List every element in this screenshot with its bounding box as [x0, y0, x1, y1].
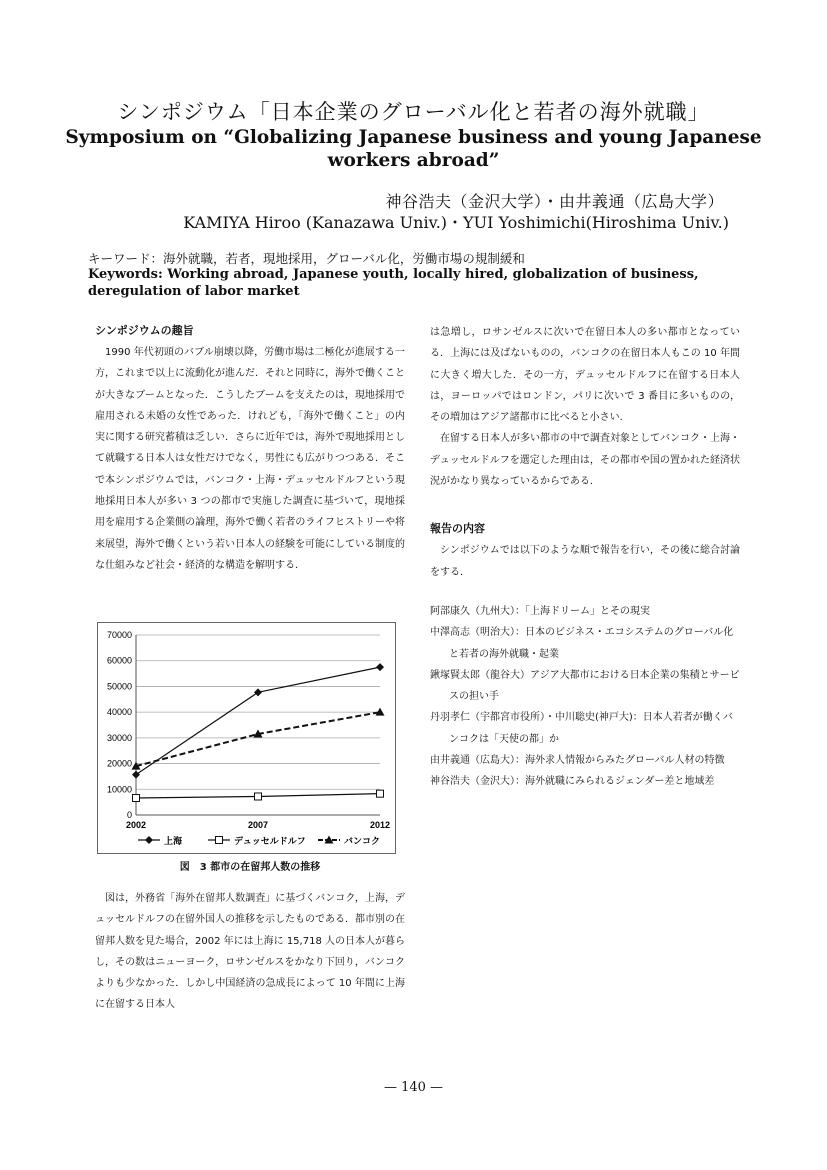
- right-paragraph-1: は急増し，ロサンゼルスに次いで在留日本人の多い都市となっている．上海には及ばないものの，バンコクの在留日本人もこの 10 年間に大きく増大した．その一方，デュッセルドルフに在留する日本人は，ヨーロッパではロンドン，パリに次いで 3 番目に多いものの，その増加はアジア諸都市に比べると小さい．: [430, 327, 740, 424]
- data-point: [133, 795, 140, 802]
- paper-title-en-line2: workers abroad”: [327, 150, 500, 171]
- y-tick-label: 0: [126, 810, 132, 820]
- authors-ja: 神谷浩夫（金沢大学）・由井義通（広島大学）: [385, 192, 724, 211]
- series-line: [136, 712, 380, 766]
- report-item: 神谷浩夫（金沢大）：海外就職にみられるジェンダー差と地域差: [430, 776, 715, 788]
- y-tick-label: 10000: [106, 784, 132, 795]
- series-line: [136, 667, 380, 774]
- data-point: [376, 708, 385, 716]
- purpose-paragraph: 1990 年代初頭のバブル崩壊以降，労働市場は二極化が進展する一方，これまで以上に流動化が進んだ．それと同時に，海外で働くことが大きなブームとなった．こうしたブームを支えたのは，現地採用で雇用される未婚の女性であった．けれども，「海外で働くこと」の内実に関する研究蓄積は乏しい．さらに近年では，海外で現地採用として就職する日本人は女性だけでなく，男性にも広がりつつある．そこで本シンポジウムでは，バンコク・上海・デュッセルドルフという現地採用日本人が多い 3 つの都市で実施した調査に基づいて，現地採用を雇用する企業側の論理，海外で働く若者のライフヒストリーや将来展望，海外で働くという若い日本人の経験を可能にしている制度的な仕組みなど社会・経済的な構造を解明する．: [95, 347, 405, 571]
- x-tick-label: 2007: [247, 820, 269, 830]
- y-tick-label: 70000: [106, 630, 132, 640]
- left-column: [95, 322, 405, 576]
- keywords-en: Keywords: Working abroad, Japanese youth, locally hired, globalization of business, deregulation of labor market: [88, 267, 699, 299]
- y-tick-label: 50000: [106, 681, 132, 692]
- page-number: — 140 —: [383, 1080, 444, 1095]
- authors-en: KAMIYA Hiroo (Kanazawa Univ.)・YUI Yoshimichi(Hiroshima Univ.): [183, 213, 729, 232]
- right-column: [430, 322, 740, 793]
- y-tick-label: 60000: [106, 655, 132, 666]
- report-item: 阿部康久（九州大）：「上海ドリーム」とその現実: [430, 605, 650, 617]
- section-title-purpose: シンポジウムの趣旨: [95, 324, 194, 337]
- keywords-ja: キーワード：海外就職，若者，現地採用，グローバル化，労働市場の規制緩和: [88, 251, 525, 266]
- legend-label: バンコク: [344, 837, 381, 847]
- data-point: [255, 793, 262, 800]
- legend-marker: [216, 837, 223, 844]
- x-tick-label: 2002: [125, 820, 147, 830]
- right-paragraph-2: 在留する日本人が多い都市の中で調査対象としてバンコク・上海・デュッセルドルフを選定した理由は，その都市や国の置かれた経済状況がかなり異なっているからである．: [430, 433, 740, 488]
- data-point: [377, 790, 384, 797]
- legend-label: 上海: [164, 837, 183, 847]
- chart-frame: [97, 622, 396, 854]
- figure-caption: 図 3 都市の在留邦人数の推移: [179, 862, 321, 873]
- figure-description-paragraph: 図は，外務省「海外在留邦人数調査」に基づくバンコク，上海，デュッセルドルフの在留外国人の推移を示したものである．都市別の在留邦人数を見た場合，2002 年には上海に 15,718 人の日本人が暮らし，その数はニューヨーク，ロサンゼルスをかなり下回り，バンコクよりも少なかった．しかし中国経済の急成長によって 10 年間に上海に在留する日本人: [95, 893, 405, 1011]
- y-tick-label: 20000: [106, 758, 132, 769]
- legend-marker: [145, 836, 153, 844]
- section-title-report: 報告の内容: [430, 522, 485, 536]
- legend-label: デュッセルドルフ: [234, 837, 306, 847]
- paper-title-en-line1: Symposium on “Globalizing Japanese business and young Japanese: [65, 127, 762, 148]
- data-point: [254, 688, 262, 696]
- data-point: [376, 663, 384, 671]
- x-tick-label: 2012: [369, 820, 391, 830]
- paper-title-ja: シンポジウム「日本企業のグローバル化と若者の海外就職」: [117, 100, 710, 124]
- report-item: 由井義通（広島大）：海外求人情報からみたグローバル人材の特徴: [430, 755, 725, 767]
- report-list: [430, 601, 740, 793]
- bottom-left-text: [95, 888, 405, 1016]
- report-item: 中澤高志（明治大）：日本のビジネス・エコシステムのグローバル化と若者の海外就職・起業: [430, 627, 734, 660]
- data-point: [132, 771, 140, 779]
- population-line-chart: [98, 623, 395, 853]
- report-item: 丹羽孝仁（宇都宮市役所）・中川聡史(神戸大)：日本人若者が働くバンコクは「天使の都」か: [430, 712, 733, 745]
- report-item: 鍬塚賢太郎（龍谷大）アジア大都市における日本企業の集積とサービスの担い手: [430, 669, 740, 703]
- report-intro-paragraph: シンポジウムでは以下のような順で報告を行い，その後に総合討論をする．: [430, 545, 740, 578]
- y-tick-label: 30000: [106, 732, 132, 743]
- y-tick-label: 40000: [106, 707, 132, 718]
